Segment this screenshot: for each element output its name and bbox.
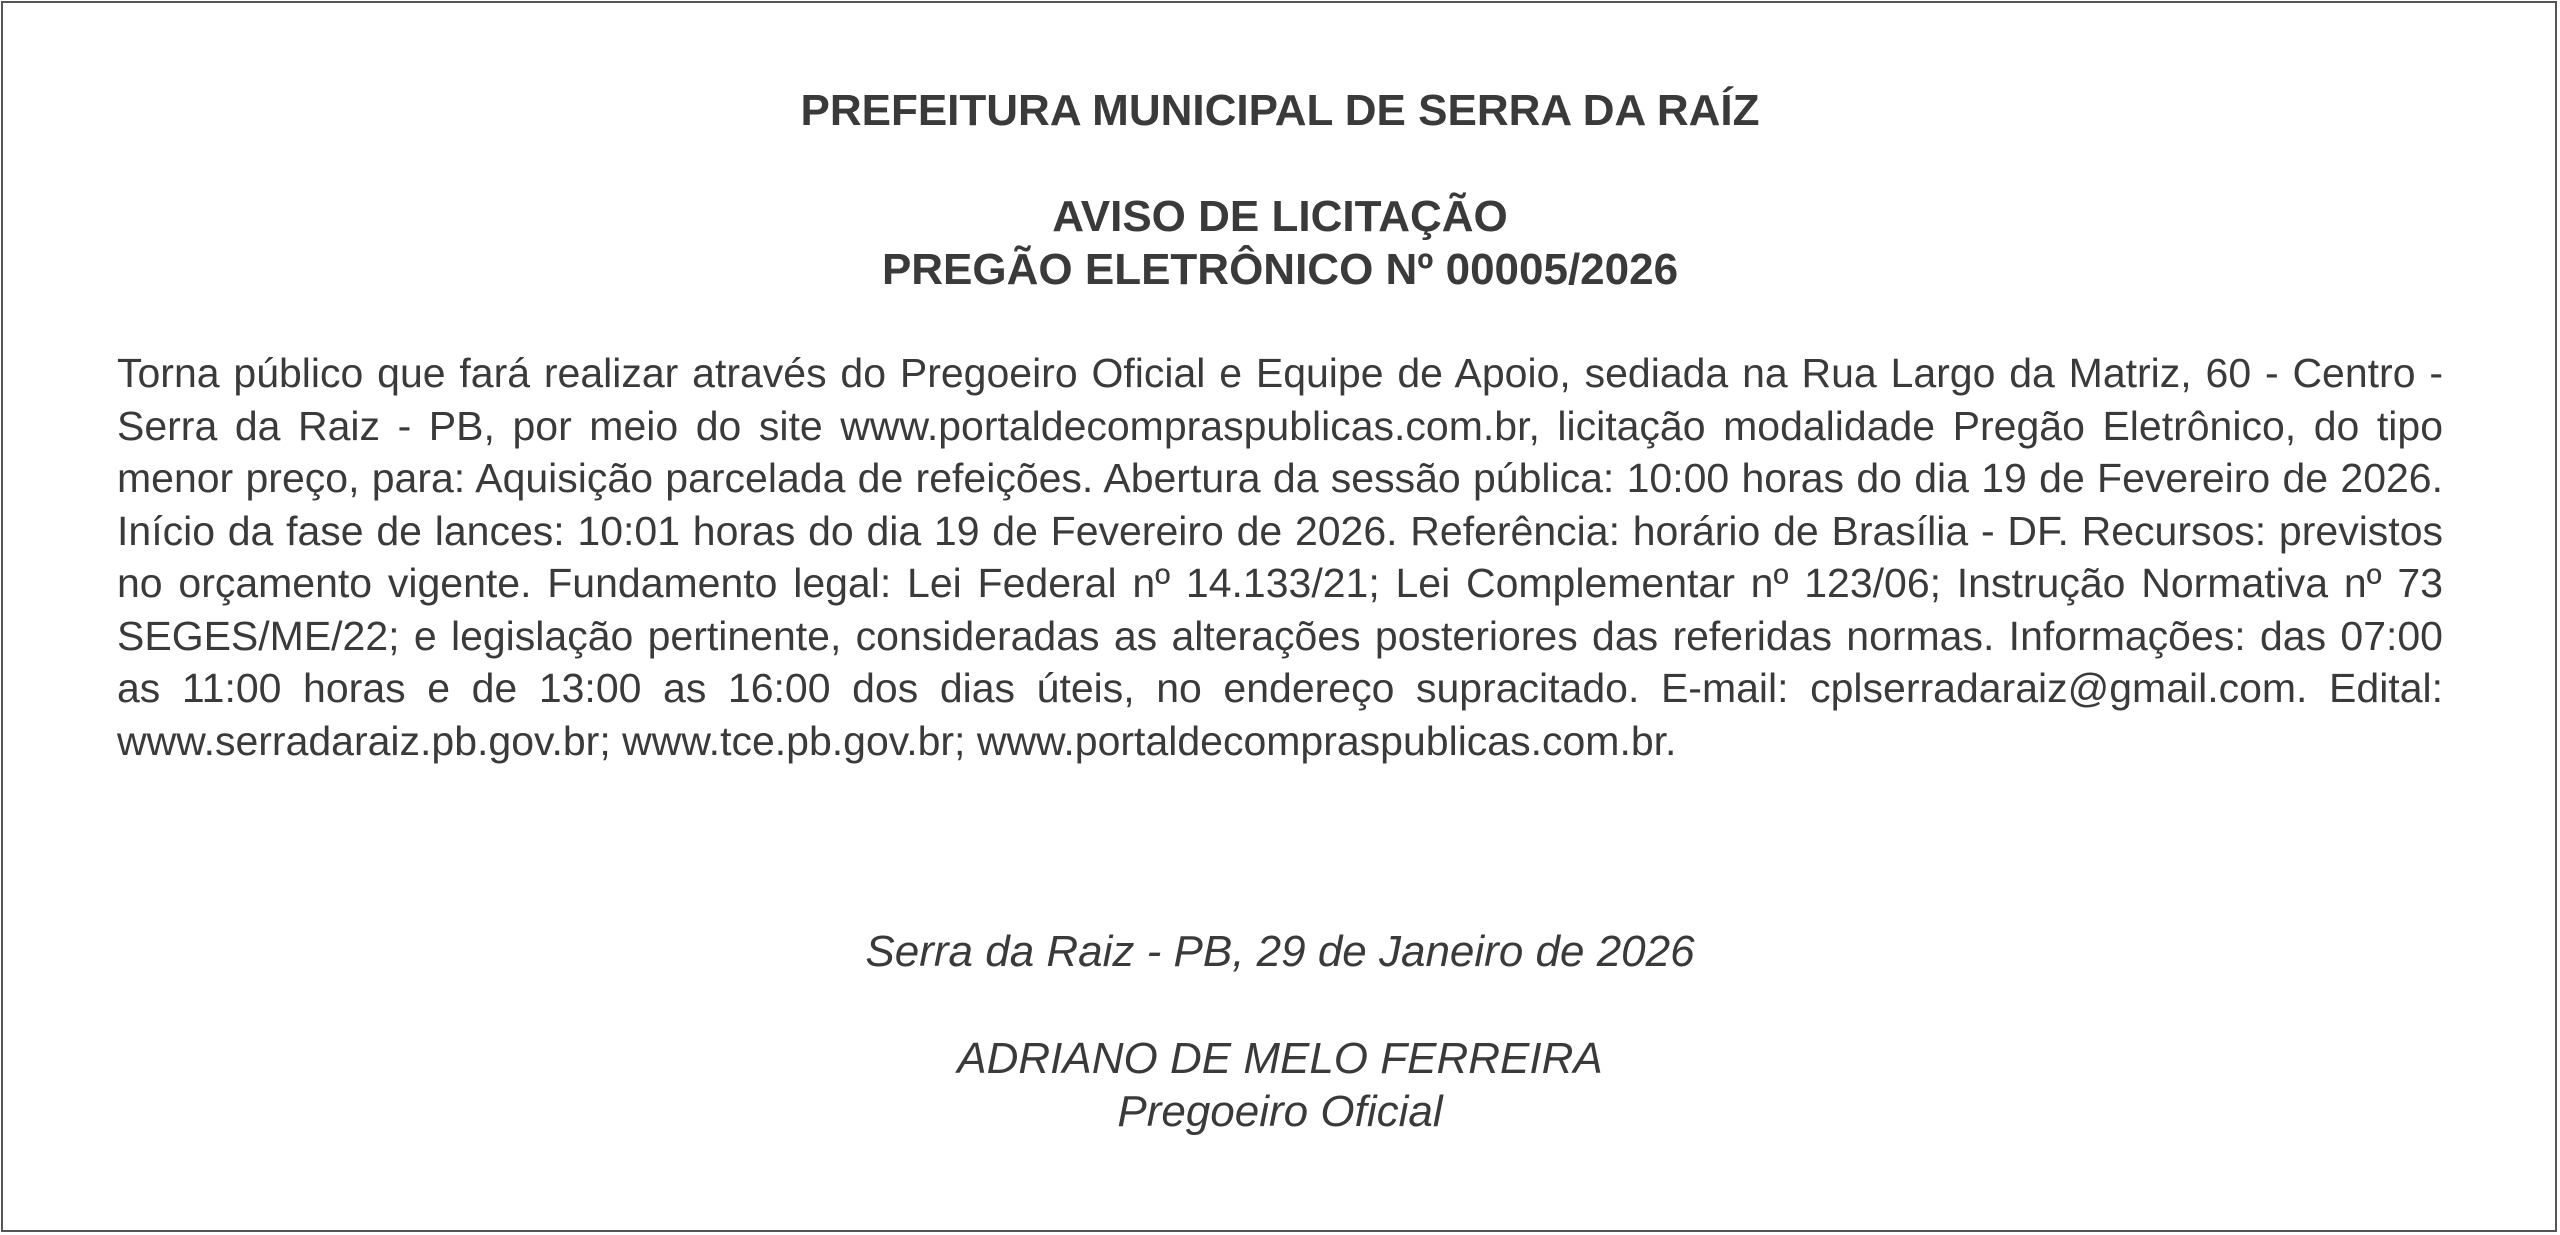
notice-title: AVISO DE LICITAÇÃO [1052,192,1508,241]
signatory-role: Pregoeiro Oficial [1117,1087,1443,1136]
signatory-name: ADRIANO DE MELO FERREIRA [957,1034,1603,1083]
process-title: PREGÃO ELETRÔNICO Nº 00005/2026 [881,245,1679,294]
place-date: Serra da Raiz - PB, 29 de Janeiro de 2026 [865,927,1695,976]
notice-body-text: Torna público que fará realizar através do Pregoeiro Oficial e Equipe de Apoio, sediada na Rua Largo da Matriz, 60 - Centro - Serra da Raiz - PB, por meio do site www.portaldecompraspublicas.com.br, licitação modalidade Pregão Eletrônico, do tipo menor preço, para: Aquisição parcelada de refeições. Abertura da sessão pública: 10:00 horas do dia 19 de Fevereiro de 2026. Início da fase de lances: 10:01 horas do dia 19 de Fevereiro de 2026. Referência: horário de Brasília - DF. Recursos: previstos no orçamento vigente. Fundamento legal: Lei Federal nº 14.133/21; Lei Complementar nº 123/06; Instrução Normativa nº 73 SEGES/ME/22; e legislação pertinente, consideradas as alterações posteriores das referidas normas. Informações: das 07:00 as 11:00 horas e de 13:00 as 16:00 dos dias úteis, no endereço supracitado. E-mail: cplserradaraiz@gmail.com. Edital: www.serradaraiz.pb.gov.br; www.tce.pb.gov.br; www.portaldecompraspublicas.com.br. [117,350,2443,764]
organization-title: PREFEITURA MUNICIPAL DE SERRA DA RAÍZ [800,86,1760,135]
